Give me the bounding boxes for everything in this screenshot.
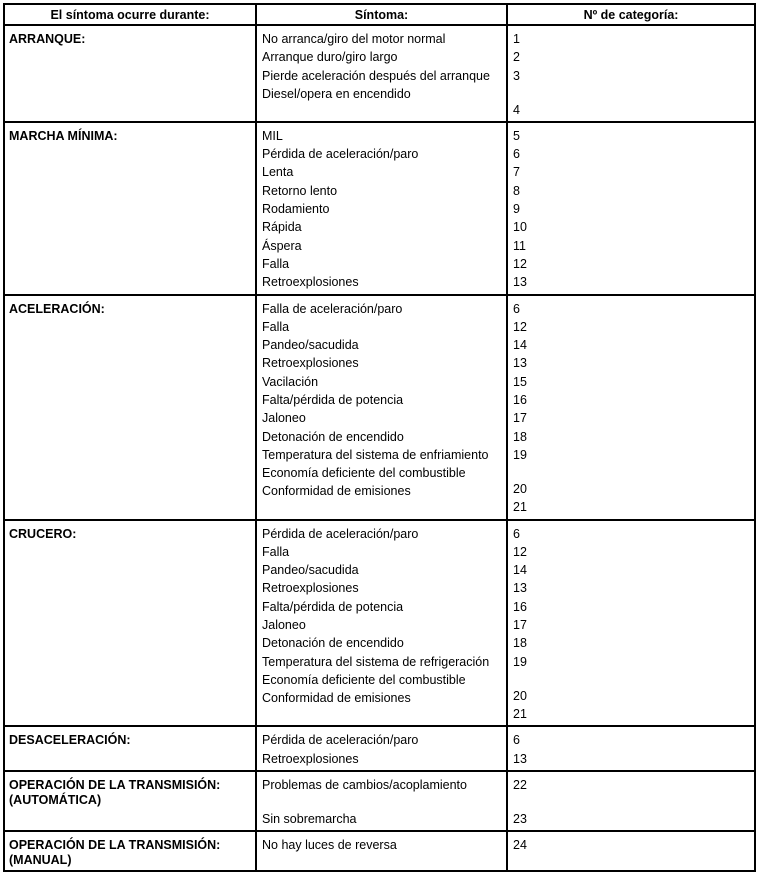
- header-row: [4, 4, 755, 25]
- category-number: 3: [513, 68, 520, 83]
- symptom-text: Falla: [262, 319, 290, 334]
- category-number: 12: [513, 256, 527, 271]
- symptom-text: Falla: [262, 256, 290, 271]
- symptom-text: Retorno lento: [262, 183, 338, 198]
- symptom-text: Detonación de encendido: [262, 429, 404, 444]
- symptom-text: Diesel/opera en encendido: [262, 86, 411, 101]
- symptom-text: Jaloneo: [262, 411, 306, 426]
- category-number: 18: [513, 429, 527, 444]
- category-number: 20: [513, 481, 527, 496]
- symptom-text: Pérdida de aceleración/paro: [262, 526, 419, 541]
- symptom-cell: [256, 771, 507, 831]
- header-symptom: Síntoma:: [256, 4, 507, 25]
- symptom-text: Economía deficiente del combustible: [262, 465, 466, 480]
- category-cell: OPERACIÓN DE LA TRANSMISIÓN: (AUTOMÁTICA): [4, 771, 256, 831]
- symptom-text: Retroexplosiones: [262, 356, 359, 371]
- category-number: 21: [513, 500, 527, 515]
- table-row: [4, 295, 755, 520]
- symptom-text: Problemas de cambios/acoplamiento: [262, 777, 467, 792]
- category-number-cell: [507, 771, 755, 831]
- category-number: 6: [513, 147, 520, 162]
- symptom-text: Falta/pérdida de potencia: [262, 393, 404, 408]
- category-number: 13: [513, 751, 527, 766]
- symptom-cell: [256, 831, 507, 871]
- symptom-cell: [256, 726, 507, 771]
- category-number: 13: [513, 356, 527, 371]
- symptom-text: Rápida: [262, 220, 302, 235]
- table-row: [4, 831, 755, 871]
- symptom-text: MIL: [262, 128, 283, 143]
- category-number: 16: [513, 599, 527, 614]
- category-cell: CRUCERO:: [4, 520, 256, 727]
- category-number: 12: [513, 319, 527, 334]
- category-number: 6: [513, 526, 520, 541]
- category-cell: OPERACIÓN DE LA TRANSMISIÓN: (MANUAL): [4, 831, 256, 871]
- category-number: 5: [513, 128, 520, 143]
- category-number: 18: [513, 636, 527, 651]
- category-number: 12: [513, 544, 527, 559]
- category-number: 15: [513, 374, 527, 389]
- symptom-text: Arranque duro/giro largo: [262, 50, 398, 65]
- category-number: 1: [513, 32, 520, 46]
- category-cell: MARCHA MÍNIMA:: [4, 122, 256, 295]
- category-number: 19: [513, 654, 527, 669]
- category-number: 13: [513, 581, 527, 596]
- symptom-cell: [256, 122, 507, 295]
- category-number: 21: [513, 706, 527, 721]
- symptom-cell: [256, 520, 507, 727]
- category-number: 7: [513, 165, 520, 180]
- table-row: [4, 25, 755, 122]
- category-number: 4: [513, 102, 520, 117]
- symptom-text: Detonación de encendido: [262, 636, 404, 651]
- category-cell: DESACELERACIÓN:: [4, 726, 256, 771]
- symptom-table: [3, 3, 756, 872]
- category-number-cell: [507, 726, 755, 771]
- symptom-text: Retroexplosiones: [262, 581, 359, 596]
- symptom-text: Pandeo/sacudida: [262, 338, 359, 353]
- symptom-text: Temperatura del sistema de enfriamiento: [262, 447, 489, 462]
- category-number: 8: [513, 183, 520, 198]
- symptom-text: Conformidad de emisiones: [262, 690, 411, 705]
- symptom-text: No hay luces de reversa: [262, 838, 397, 853]
- category-number: 6: [513, 301, 520, 316]
- category-number: 9: [513, 202, 520, 217]
- symptom-text: Economía deficiente del combustible: [262, 672, 466, 687]
- symptom-text: No arranca/giro del motor normal: [262, 32, 446, 46]
- symptom-text: Rodamiento: [262, 202, 330, 217]
- symptom-text: Pérdida de aceleración/paro: [262, 733, 419, 748]
- category-number: 19: [513, 447, 527, 462]
- symptom-text: Falla de aceleración/paro: [262, 301, 403, 316]
- category-number: 14: [513, 338, 527, 353]
- symptom-text: Sin sobremarcha: [262, 811, 357, 826]
- category-number: 20: [513, 688, 527, 703]
- table-row: [4, 122, 755, 295]
- symptom-text: Vacilación: [262, 374, 319, 389]
- table-row: [4, 771, 755, 831]
- category-number: 14: [513, 563, 527, 578]
- symptom-cell: [256, 295, 507, 520]
- category-number: 11: [513, 238, 526, 253]
- category-number: 13: [513, 275, 527, 290]
- symptom-text: Jaloneo: [262, 618, 306, 633]
- category-number: 16: [513, 393, 527, 408]
- symptom-cell: [256, 25, 507, 122]
- category-number: 24: [513, 838, 527, 853]
- symptom-text: Retroexplosiones: [262, 751, 359, 766]
- header-occurs-during: El síntoma ocurre durante:: [4, 4, 256, 25]
- symptom-text: Conformidad de emisiones: [262, 484, 411, 499]
- table-body: [4, 25, 755, 871]
- category-number-cell: [507, 295, 755, 520]
- header-category-number: Nº de categoría:: [507, 4, 755, 25]
- category-number-cell: [507, 520, 755, 727]
- category-number: 22: [513, 777, 527, 792]
- symptom-text: Lenta: [262, 165, 294, 180]
- symptom-text: Pandeo/sacudida: [262, 563, 359, 578]
- table-row: [4, 726, 755, 771]
- symptom-text: Temperatura del sistema de refrigeración: [262, 654, 490, 669]
- symptom-text: Retroexplosiones: [262, 275, 359, 290]
- symptom-text: Falta/pérdida de potencia: [262, 599, 404, 614]
- symptom-text: Falla: [262, 544, 290, 559]
- category-number: 10: [513, 220, 527, 235]
- category-number: 6: [513, 733, 520, 748]
- category-cell: ACELERACIÓN:: [4, 295, 256, 520]
- symptom-text: Áspera: [262, 238, 302, 253]
- category-cell: ARRANQUE:: [4, 25, 256, 122]
- category-number-cell: [507, 25, 755, 122]
- table-row: [4, 520, 755, 727]
- symptom-text: Pierde aceleración después del arranque: [262, 68, 490, 83]
- category-number: 2: [513, 50, 520, 65]
- category-number-cell: [507, 831, 755, 871]
- category-number: 23: [513, 811, 527, 826]
- symptom-text: Pérdida de aceleración/paro: [262, 147, 419, 162]
- category-number: 17: [513, 411, 527, 426]
- category-number: 17: [513, 618, 527, 633]
- category-number-cell: [507, 122, 755, 295]
